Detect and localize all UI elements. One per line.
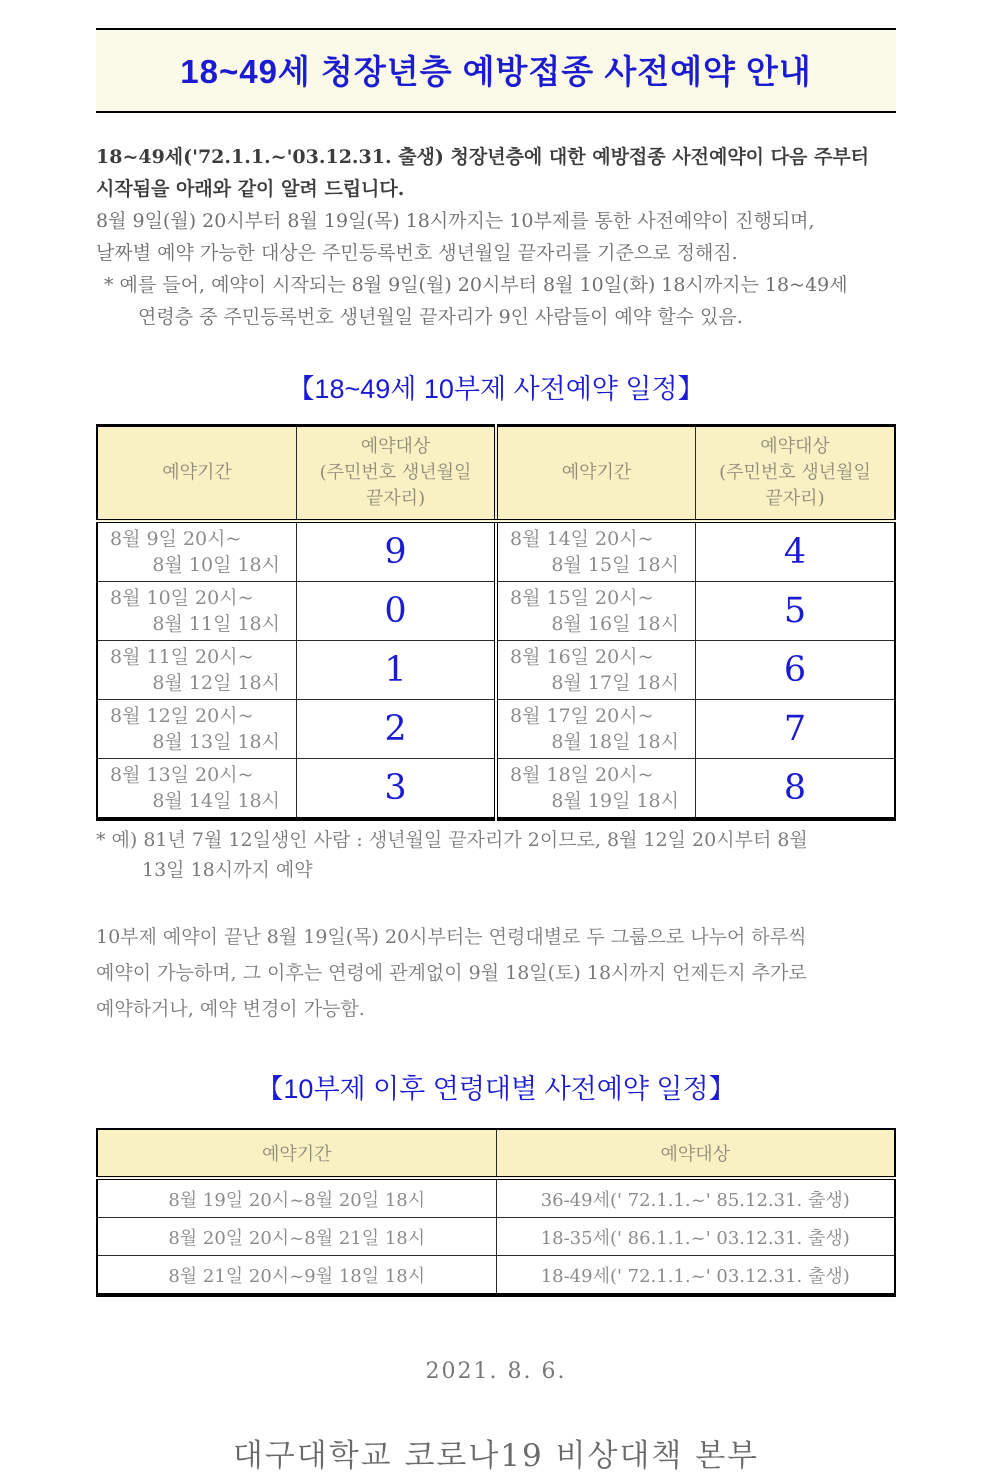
period-end: 8월 11일 18시: [152, 613, 280, 635]
middle-line-3: 예약하거나, 예약 변경이 가능함.: [96, 998, 365, 1020]
age-period-cell: 8월 21일 20시~9월 18일 18시: [97, 1256, 496, 1296]
table-row: [97, 641, 895, 700]
period-end: 8월 13일 18시: [152, 731, 280, 753]
period-end: 8월 18일 18시: [551, 731, 679, 753]
intro-bold-line-1: 18~49세('72.1.1.~'03.12.31. 출생) 청장년층에 대한 예방접종 사전예약이 다음 주부터: [96, 146, 870, 168]
middle-line-1: 10부제 예약이 끝난 8월 19일(목) 20시부터는 연령대별로 두 그룹으로 나누어 하루씩: [96, 926, 807, 948]
document: [96, 0, 896, 1475]
table-footnote: [96, 825, 896, 885]
organization-signature: 대구대학교 코로나19 비상대책 본부: [232, 1438, 760, 1474]
age-target-cell: 18-49세(' 72.1.1.~' 03.12.31. 출생): [496, 1256, 895, 1296]
period-start: 8월 17일 20시~: [510, 705, 654, 727]
age-period-cell: 8월 19일 20시~8월 20일 18시: [97, 1178, 496, 1218]
period-end: 8월 12일 18시: [152, 672, 280, 694]
period-cell: [97, 759, 297, 820]
period-end: 8월 10일 18시: [152, 554, 280, 576]
header-period-right: 예약기간: [496, 426, 696, 522]
intro-paragraph: [96, 141, 896, 333]
intro-line-1: 8월 9일(월) 20시부터 8월 19일(목) 18시까지는 10부제를 통한 사전예약이 진행되며,: [96, 210, 815, 232]
period-start: 8월 13일 20시~: [110, 764, 254, 786]
age-header-target: 예약대상: [496, 1129, 895, 1178]
header-target-left-line3: 끝자리): [365, 488, 426, 509]
middle-paragraph: [96, 919, 896, 1027]
period-cell: [496, 759, 696, 820]
intro-line-2: 날짜별 예약 가능한 대상은 주민등록번호 생년월일 끝자리를 기준으로 정해짐.: [96, 242, 738, 264]
digit-cell: 5: [696, 582, 896, 641]
age-period-cell: 8월 20일 20시~8월 21일 18시: [97, 1218, 496, 1256]
table-row: [97, 521, 895, 582]
period-start: 8월 11일 20시~: [110, 646, 254, 668]
period-start: 8월 14일 20시~: [510, 528, 654, 550]
period-end: 8월 15일 18시: [551, 554, 679, 576]
period-start: 8월 9일 20시~: [110, 528, 242, 550]
age-table-header: [97, 1129, 895, 1178]
digit-cell: 7: [696, 700, 896, 759]
schedule-table: [96, 424, 896, 821]
page-title: 18~49세 청장년층 예방접종 사전예약 안내: [180, 53, 812, 90]
digit-cell: 1: [297, 641, 497, 700]
age-table: [96, 1128, 896, 1297]
age-target-cell: 18-35세(' 86.1.1.~' 03.12.31. 출생): [496, 1218, 895, 1256]
header-target-left-line2: (주민번호 생년월일: [319, 462, 472, 483]
intro-note-line-2: 연령층 중 주민등록번호 생년월일 끝자리가 9인 사람들이 예약 할수 있음.: [138, 306, 743, 328]
header-target-left-line1: 예약대상: [360, 436, 431, 457]
period-cell: [496, 582, 696, 641]
age-target-cell: 36-49세(' 72.1.1.~' 85.12.31. 출생): [496, 1178, 895, 1218]
digit-cell: 3: [297, 759, 497, 820]
intro-note-line-1: * 예를 들어, 예약이 시작되는 8월 9일(월) 20시부터 8월 10일(화) 18시까지는 18~49세: [104, 274, 848, 296]
period-cell: [97, 641, 297, 700]
schedule-section-heading: 【18~49세 10부제 사전예약 일정】: [287, 374, 705, 404]
digit-cell: 8: [696, 759, 896, 820]
table-row: [97, 1256, 895, 1296]
age-section-heading: 【10부제 이후 연령대별 사전예약 일정】: [256, 1074, 736, 1104]
age-header-period: 예약기간: [97, 1129, 496, 1178]
digit-cell: 2: [297, 700, 497, 759]
header-target-right-line2: (주민번호 생년월일: [719, 462, 871, 483]
period-cell: [97, 582, 297, 641]
digit-cell: 0: [297, 582, 497, 641]
period-cell: [496, 700, 696, 759]
table-row: [97, 759, 895, 820]
document-date: 2021. 8. 6.: [425, 1359, 567, 1384]
header-target-right-line1: 예약대상: [760, 436, 830, 457]
period-cell: [496, 641, 696, 700]
header-target-right: [696, 426, 896, 522]
digit-cell: 4: [696, 521, 896, 582]
table-row: [97, 1178, 895, 1218]
period-cell: [97, 700, 297, 759]
period-start: 8월 15일 20시~: [510, 587, 654, 609]
period-cell: [97, 521, 297, 582]
period-start: 8월 12일 20시~: [110, 705, 254, 727]
table-row: [97, 582, 895, 641]
schedule-table-header: [97, 426, 895, 522]
digit-cell: 6: [696, 641, 896, 700]
table-row: [97, 1218, 895, 1256]
header-period-left: 예약기간: [97, 426, 297, 522]
period-cell: [496, 521, 696, 582]
period-end: 8월 17일 18시: [551, 672, 679, 694]
title-banner: [96, 28, 896, 113]
header-target-right-line3: 끝자리): [765, 488, 825, 509]
intro-bold-line-2: 시작됨을 아래와 같이 알려 드립니다.: [96, 178, 405, 200]
digit-cell: 9: [297, 521, 497, 582]
middle-line-2: 예약이 가능하며, 그 이후는 연령에 관계없이 9월 18일(토) 18시까지 언제든지 추가로: [96, 962, 807, 984]
header-target-left: [297, 426, 497, 522]
period-end: 8월 16일 18시: [551, 613, 679, 635]
period-end: 8월 14일 18시: [152, 790, 280, 812]
period-end: 8월 19일 18시: [551, 790, 679, 812]
period-start: 8월 10일 20시~: [110, 587, 254, 609]
footnote-line-2: 13일 18시까지 예약: [142, 859, 313, 881]
footnote-line-1: * 예) 81년 7월 12일생인 사람 : 생년월일 끝자리가 2이므로, 8월 12일 20시부터 8월: [96, 829, 808, 851]
table-row: [97, 700, 895, 759]
period-start: 8월 18일 20시~: [510, 764, 654, 786]
period-start: 8월 16일 20시~: [510, 646, 654, 668]
